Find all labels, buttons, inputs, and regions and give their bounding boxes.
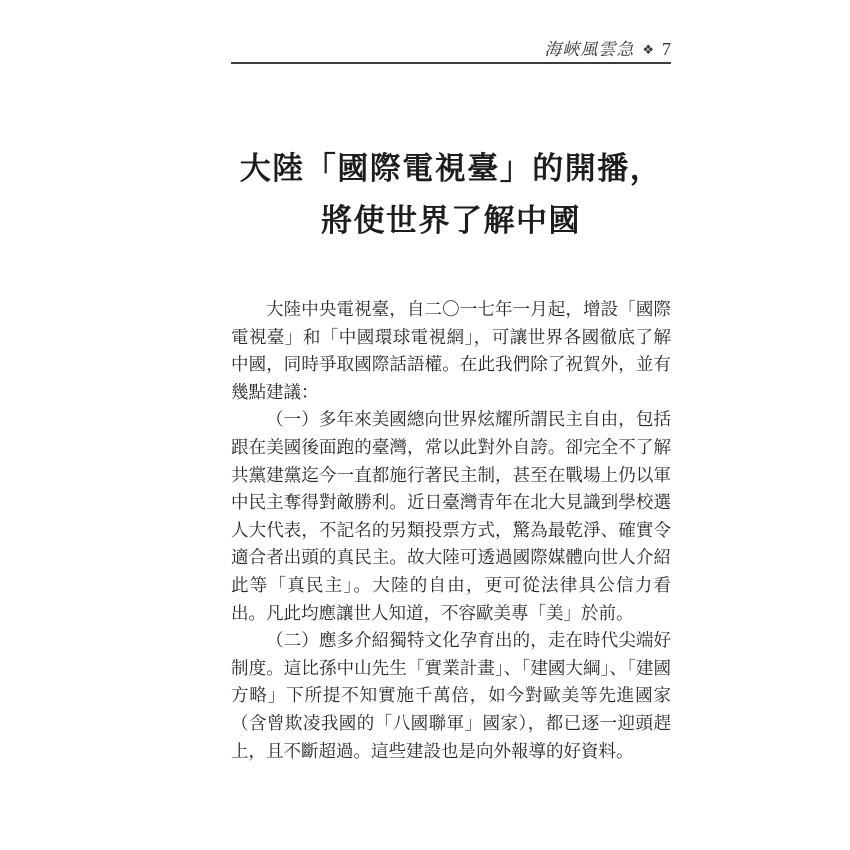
chapter-title-line-1: 大陸「國際電視臺」的開播， bbox=[239, 151, 663, 186]
text-line: 跟在美國後面跑的臺灣，常以此對外自誇。卻完全不了解 bbox=[231, 436, 671, 457]
text-line: 上，且不斷超過。這些建設也是向外報導的好資料。 bbox=[231, 740, 634, 761]
page-number: 7 bbox=[662, 39, 671, 59]
diamond-ornament-icon: ❖ bbox=[642, 43, 654, 58]
text-line: （含曾欺凌我國的「八國聯軍」國家），都已逐一迎頭趕 bbox=[231, 712, 671, 733]
text-line: （一）多年來美國總向世界炫耀所謂民主自由，包括 bbox=[266, 409, 671, 430]
paragraph bbox=[231, 296, 671, 406]
paragraph bbox=[231, 627, 671, 765]
text-column bbox=[231, 0, 671, 850]
page-header bbox=[231, 38, 671, 63]
text-line: 中民主奪得對敵勝利。近日臺灣青年在北大見識到學校選 bbox=[231, 492, 671, 513]
text-line: 人大代表，不記名的另類投票方式，驚為最乾淨、確實令 bbox=[231, 519, 671, 540]
header-rule bbox=[231, 62, 671, 64]
running-title: 海峽風雲急 bbox=[544, 40, 635, 59]
text-line: 電視臺」和「中國環球電視網」，可讓世界各國徹底了解 bbox=[231, 326, 671, 347]
text-line: 適合者出頭的真民主。故大陸可透過國際媒體向世人介紹 bbox=[231, 547, 671, 568]
chapter-title bbox=[231, 143, 671, 247]
text-line: 中國，同時爭取國際話語權。在此我們除了祝賀外，並有 bbox=[231, 354, 671, 375]
text-line: 方略」下所提不知實施千萬倍，如今對歐美等先進國家 bbox=[231, 685, 671, 706]
chapter-title-line-2: 將使世界了解中國 bbox=[321, 203, 581, 238]
text-line: 出。凡此均應讓世人知道，不容歐美專「美」於前。 bbox=[231, 602, 634, 623]
body-text bbox=[231, 296, 671, 765]
text-line: （二）應多介紹獨特文化孕育出的，走在時代尖端好 bbox=[266, 630, 671, 651]
text-line: 制度。這比孫中山先生「實業計畫」、「建國大綱」、「建國 bbox=[231, 657, 671, 678]
text-line: 幾點建議： bbox=[231, 381, 319, 402]
text-line: 大陸中央電視臺，自二〇一七年一月起，增設「國際 bbox=[266, 299, 671, 319]
text-line: 共黨建黨迄今一直都施行著民主制，甚至在戰場上仍以軍 bbox=[231, 464, 671, 485]
text-line: 此等「真民主」。大陸的自由，更可從法律具公信力看 bbox=[231, 574, 671, 595]
paragraph bbox=[231, 406, 671, 627]
